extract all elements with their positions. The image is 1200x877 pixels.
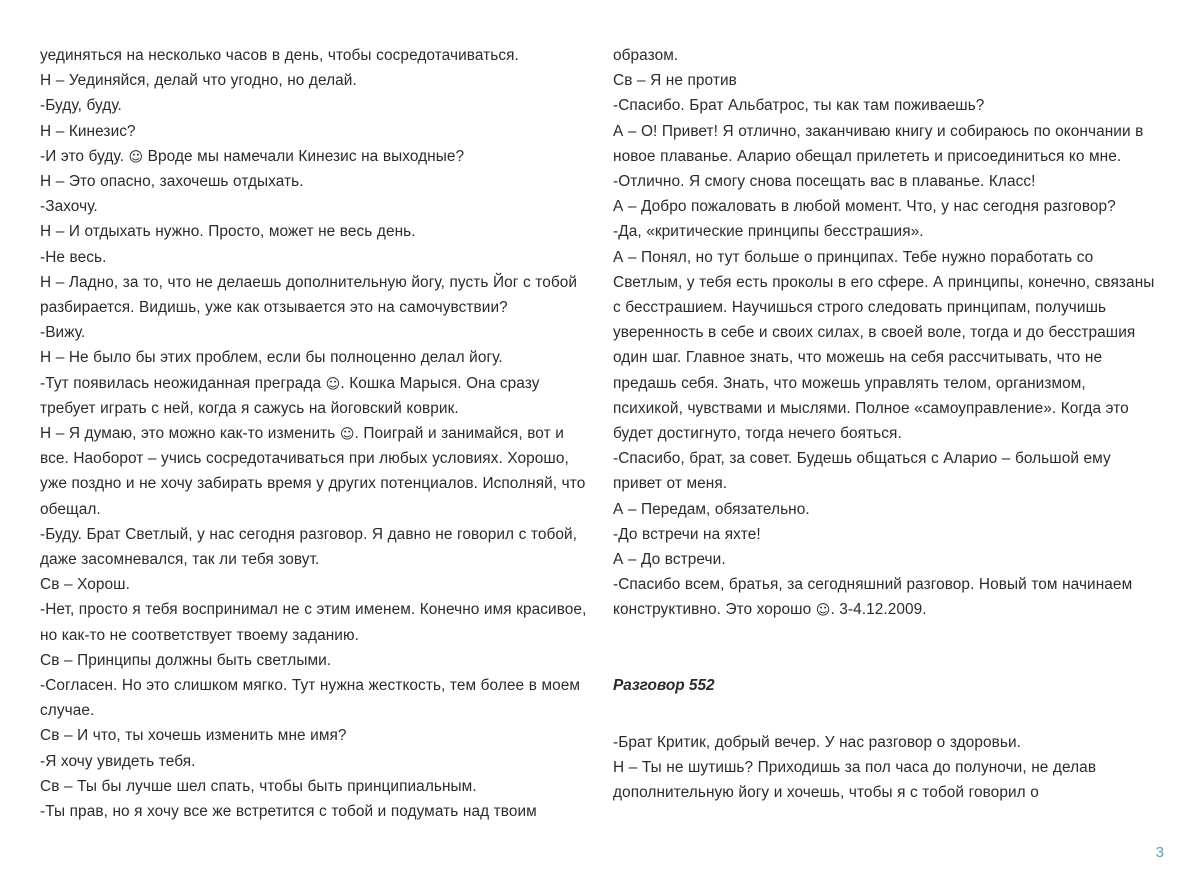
paragraph: -Спасибо. Брат Альбатрос, ты как там поживаешь? — [613, 97, 985, 115]
smiley-icon: ☺ — [339, 426, 355, 443]
heading-gap — [613, 698, 1160, 730]
paragraph: Н – Ладно, за то, что не делаешь дополнительную йогу, пусть Йог с тобой разбирается. Видишь, уже как отзывается это на самочувствии? — [40, 273, 578, 317]
paragraph: -Нет, просто я тебя воспринимал не с этим именем. Конечно имя красивое, но как-то не соответствует твоему заданию. — [40, 601, 587, 644]
smiley-icon: ☺ — [128, 149, 144, 166]
paragraph: Св – Я не против — [613, 72, 737, 90]
paragraph: -Тут появилась неожиданная преграда ☺. Кошка Марыся. Она сразу требует играть с ней, когда я сажусь на йоговский коврик. — [40, 374, 540, 417]
paragraph: -Буду. Брат Светлый, у нас сегодня разговор. Я давно не говорил с тобой, даже засомневался, так ли тебя зовут. — [40, 525, 578, 569]
paragraph: А – Добро пожаловать в любой момент. Что, у нас сегодня разговор? — [613, 198, 1116, 216]
paragraph: -Я хочу увидеть тебя. — [40, 752, 196, 770]
paragraph: -Буду, буду. — [40, 97, 122, 115]
page-number: 3 — [1155, 844, 1164, 861]
paragraph: -Захочу. — [40, 198, 98, 216]
paragraph: -Не весь. — [40, 248, 107, 266]
smiley-icon: ☺ — [815, 603, 831, 620]
smiley-icon: ☺ — [325, 376, 341, 393]
paragraph: А – Понял, но тут больше о принципах. Тебе нужно поработать со Светлым, у тебя есть проколы в его сфере. А принципы, конечно, связаны с бесстрашием. Научишься строго следовать принципам, получишь уверенность в себе и своих силах, в своей воле, тогда и до бесстрашия один шаг. Главное знать, что можешь на себя рассчитывать, что не предашь себя. Знать, что можешь управлять телом, организмом, психикой, чувствами и мыслями. Полное «самоуправление». Когда это будет достигнуто, тогда нечего бояться. — [613, 248, 1155, 443]
paragraph: -Да, «критические принципы бесстрашия». — [613, 223, 924, 241]
paragraph: Св – Ты бы лучше шел спать, чтобы быть принципиальным. — [40, 777, 477, 795]
paragraph: -Спасибо всем, братья, за сегодняшний разговор. Новый том начинаем конструктивно. Это хорошо ☺. 3-4.12.2009. — [613, 576, 1133, 620]
paragraph: Н – Это опасно, захочешь отдыхать. — [40, 173, 304, 191]
paragraph: Св – И что, ты хочешь изменить мне имя? — [40, 727, 347, 745]
paragraph: А – До встречи. — [613, 551, 726, 569]
paragraph: -Ты прав, но я хочу все же встретится с тобой и подумать над твоим — [40, 803, 537, 821]
section-gap — [613, 623, 1160, 673]
paragraph: -До встречи на яхте! — [613, 525, 761, 543]
paragraph: уединяться на несколько часов в день, чтобы сосредотачиваться. — [40, 47, 519, 64]
paragraph: -Спасибо, брат, за совет. Будешь общаться с Аларио – большой ему привет от меня. — [613, 450, 1111, 493]
paragraph: А – О! Привет! Я отлично, заканчиваю книгу и собираюсь по окончании в новое плаванье. Аларио обещал прилететь и присоединиться ко мне. — [613, 122, 1144, 165]
paragraph: -Согласен. Но это слишком мягко. Тут нужна жесткость, тем более в моем случае. — [40, 677, 581, 720]
paragraph: -Вижу. — [40, 324, 86, 342]
paragraph: Н – И отдыхать нужно. Просто, может не весь день. — [40, 223, 416, 241]
paragraph: Св – Хорош. — [40, 576, 130, 594]
section-heading: Разговор 552 — [613, 676, 715, 694]
paragraph: Н – Ты не шутишь? Приходишь за пол часа до полуночи, не делав дополнительную йогу и хочешь, чтобы я с тобой говорил о — [613, 759, 1097, 802]
right-text-column — [600, 0, 1200, 877]
paragraph: Н – Кинезис? — [40, 122, 136, 140]
paragraph: Св – Принципы должны быть светлыми. — [40, 651, 332, 669]
paragraph: А – Передам, обязательно. — [613, 500, 810, 518]
paragraph: Н – Не было бы этих проблем, если бы полноценно делал йогу. — [40, 349, 503, 367]
paragraph: Н – Уединяйся, делай что угодно, но делай. — [40, 72, 357, 90]
paragraph: -И это буду. ☺ Вроде мы намечали Кинезис на выходные? — [40, 147, 465, 166]
paragraph: -Брат Критик, добрый вечер. У нас разговор о здоровьи. — [613, 733, 1021, 751]
paragraph: -Отлично. Я смогу снова посещать вас в плаванье. Класс! — [613, 173, 1036, 191]
paragraph: образом. — [613, 47, 679, 64]
paragraph: Н – Я думаю, это можно как-то изменить ☺. Поиграй и занимайся, вот и все. Наоборот – учись сосредотачиваться при любых условиях. Хорошо, уже поздно и не хочу забирать время у других потенциалов. Исполняй, что обещал. — [40, 425, 586, 518]
